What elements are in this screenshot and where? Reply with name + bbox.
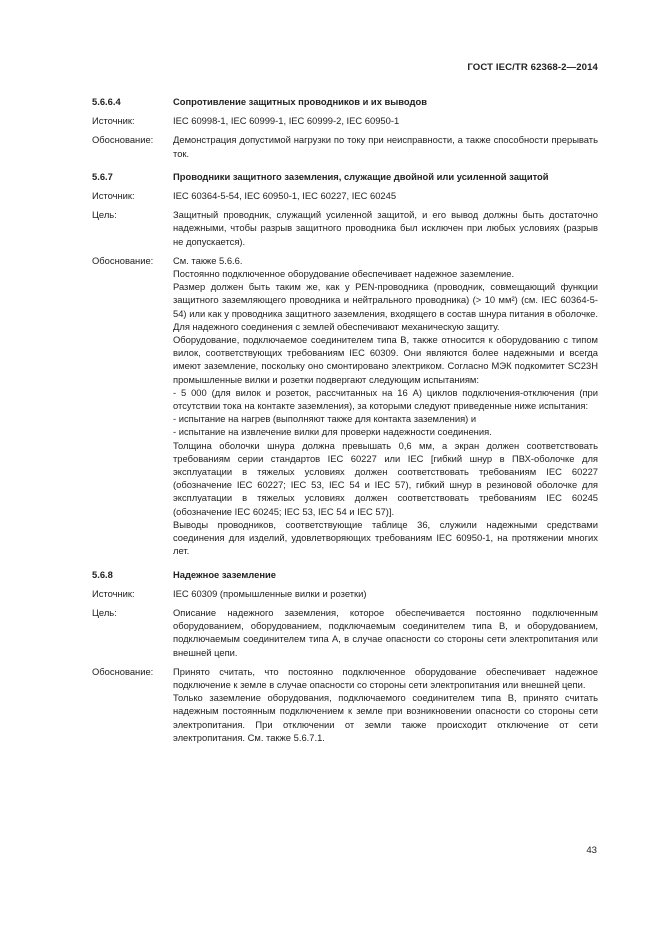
paragraph: См. также 5.6.6. — [173, 254, 243, 266]
standard-header: ГОСТ IEC/TR 62368-2—2014 — [467, 62, 598, 73]
rationale-text — [173, 665, 598, 744]
source-text: IEC 60309 (промышленные вилки и розетки) — [173, 587, 367, 599]
section-heading — [92, 95, 598, 108]
rationale-text — [173, 254, 598, 558]
purpose-text: Описание надежного заземления, которое обеспечивается постоянно подключенным оборудованием, оборудованием, подключаемым соединителем типа B, и оборудованием, подключаемым соединителем типа A, в случае опасности со стороны сети электропитания или внешней цепи. — [173, 606, 598, 658]
paragraph: Принято считать, что постоянно подключенное оборудование обеспечивает надежное подключение к земле в случае опасности со стороны сети электропитания или внешней цепи. — [173, 665, 598, 690]
section-title: Проводники защитного заземления, служащие двойной или усиленной защитой — [173, 170, 549, 182]
paragraph: Оборудование, подключаемое соединителем типа B, также относится к оборудованию с типом вилок, соответствующих требованиям IEC 60309. Они являются более надежными и всегда имеют заземление, поскольку оно смонтировано электриком. Согласно МЭК подкомитет SC23H промышленные вилки и розетки подвергают следующим испытаниям: — [173, 334, 598, 385]
purpose-row — [92, 606, 598, 659]
source-label: Источник: — [92, 587, 135, 599]
paragraph: Толщина оболочки шнура должна превышать 0,6 мм, а экран должен соответствовать требованиям серии стандартов IEC 60227 или IEC [гибкий шнур в ПВХ-оболочке для эксплуатации в тяжелых условиях должен соответствовать требованиям IEC 60227 (обозначение IEC 60227; IEC 53, IEC 54 и IEC 57), гибкий шнур в резиновой оболочке для эксплуатации в тяжелых условиях должен соответствовать требованиям IEC 60245 (обозначение IEC 60245; IEC 53, IEC 54 и IEC 57)]. — [173, 439, 598, 517]
purpose-row — [92, 208, 598, 248]
rationale-label: Обоснование: — [92, 134, 154, 146]
page-number: 43 — [586, 845, 597, 856]
rationale-row — [92, 665, 598, 744]
purpose-label: Цель: — [92, 209, 117, 221]
section-number: 5.6.8 — [92, 568, 113, 580]
paragraph: Постоянно подключенное оборудование обеспечивает надежное заземление. — [173, 268, 515, 280]
rationale-row — [92, 254, 598, 558]
rationale-text: Демонстрация допустимой нагрузки по току при неисправности, а также способности прерывать ток. — [173, 134, 598, 159]
source-text: IEC 60998-1, IEC 60999-1, IEC 60999-2, IEC 60950-1 — [173, 115, 400, 127]
section-title: Надежное заземление — [173, 568, 276, 580]
paragraph: Только заземление оборудования, подключаемого соединителем типа B, принято считать надежным постоянным подключением к земле при возникновении опасности со стороны сети электропитания. При отключении от земли также происходит отключение от сети электропитания. См. также 5.6.7.1. — [173, 692, 598, 743]
section-heading — [92, 568, 598, 581]
purpose-text: Защитный проводник, служащий усиленной защитой, и его вывод должны быть достаточно надежными, чтобы разрыв защитного проводника был исключен при любых условиях (разрыв не допускается). — [173, 209, 598, 247]
rationale-label: Обоснование: — [92, 254, 154, 266]
paragraph: Выводы проводников, соответствующие таблице 36, служили надежными средствами соединения для изделий, удовлетворяющих требованиям IEC 60950-1, на протяжении многих лет. — [173, 518, 598, 557]
section-heading — [92, 170, 598, 183]
content — [92, 95, 598, 744]
source-row — [92, 114, 598, 127]
source-label: Источник: — [92, 190, 135, 202]
list-item: - 5 000 (для вилок и розеток, рассчитанных на 16 А) циклов подключения-отключения (при отсутствии тока на контакте заземления), за которыми следуют приведенные ниже испытания: — [173, 386, 598, 412]
source-row — [92, 189, 598, 202]
section-number: 5.6.7 — [92, 170, 113, 182]
source-text: IEC 60364-5-54, IEC 60950-1, IEC 60227, IEC 60245 — [173, 190, 397, 202]
rationale-label: Обоснование: — [92, 665, 154, 677]
list-item: - испытание на извлечение вилки для проверки надежности соединения. — [173, 426, 492, 438]
source-row — [92, 587, 598, 600]
section-number: 5.6.6.4 — [92, 96, 121, 107]
purpose-label: Цель: — [92, 606, 117, 618]
source-label: Источник: — [92, 115, 135, 127]
list-item: - испытание на нагрев (выполняют также для контакта заземления) и — [173, 413, 477, 425]
paragraph: Размер должен быть таким же, как у PEN-проводника (проводник, совмещающий функции защитного заземляющего проводника и нейтрального проводника) (> 10 мм²) (см. IEC 60364-5-54) или как у проводника защитного заземления, входящего в состав шнура питания в оболочке. Для надежного соединения с землей обеспечивают механическую защиту. — [173, 281, 598, 332]
section-title: Сопротивление защитных проводников и их выводов — [173, 96, 427, 107]
rationale-row — [92, 133, 598, 159]
